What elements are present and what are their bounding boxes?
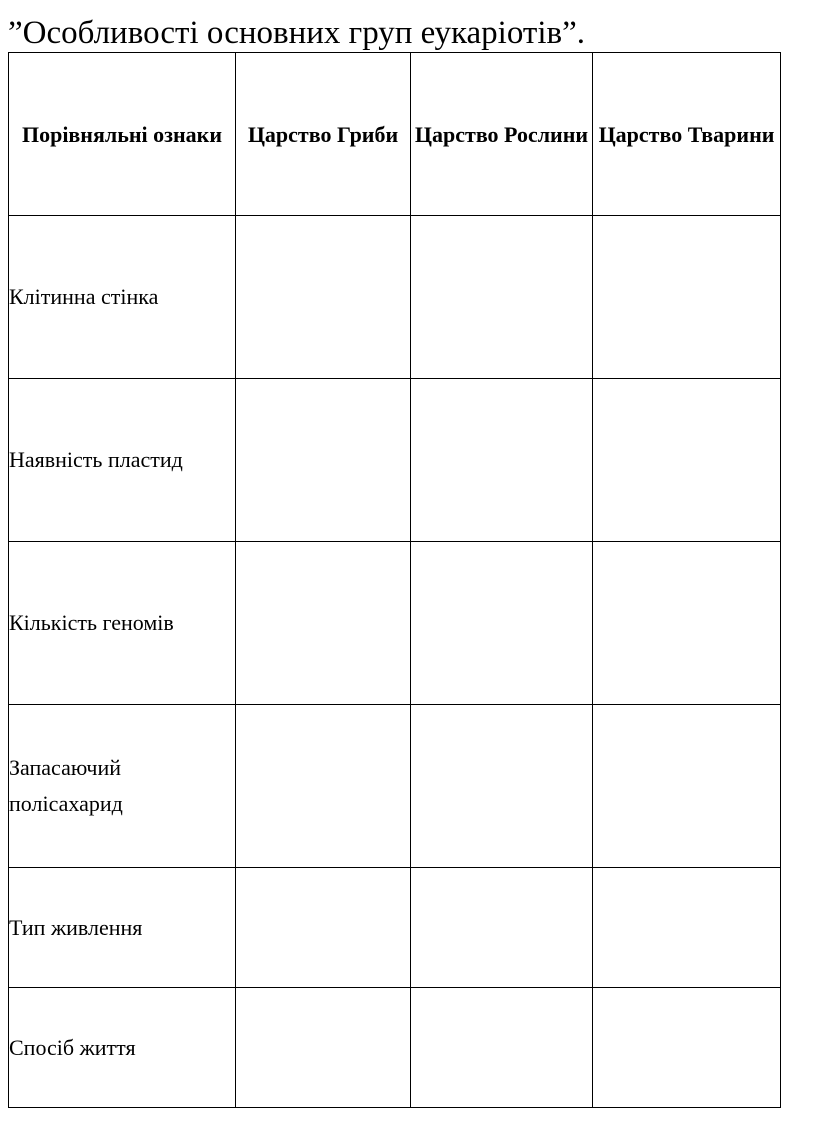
table-row bbox=[9, 988, 781, 1108]
table-cell bbox=[593, 379, 781, 542]
table-cell bbox=[411, 542, 593, 705]
row-label: Запасаючий полісахарид bbox=[9, 705, 236, 868]
table-cell bbox=[593, 542, 781, 705]
table-cell bbox=[593, 868, 781, 988]
row-label: Наявність пластид bbox=[9, 379, 236, 542]
table-cell bbox=[411, 216, 593, 379]
table-cell bbox=[236, 868, 411, 988]
header-cell-features: Порівняльні ознаки bbox=[9, 53, 236, 216]
table-cell bbox=[593, 705, 781, 868]
table-row bbox=[9, 542, 781, 705]
header-cell-animals: Царство Тварини bbox=[593, 53, 781, 216]
row-label: Спосіб життя bbox=[9, 988, 236, 1108]
table-row bbox=[9, 705, 781, 868]
table-cell bbox=[593, 216, 781, 379]
row-label: Тип живлення bbox=[9, 868, 236, 988]
header-cell-plants: Царство Рослини bbox=[411, 53, 593, 216]
table-cell bbox=[236, 988, 411, 1108]
row-label: Клітинна стінка bbox=[9, 216, 236, 379]
comparison-table bbox=[8, 52, 781, 1108]
table-cell bbox=[236, 379, 411, 542]
table-cell bbox=[411, 705, 593, 868]
table-cell bbox=[411, 379, 593, 542]
table-row bbox=[9, 868, 781, 988]
row-label: Кількість геномів bbox=[9, 542, 236, 705]
table-cell bbox=[236, 216, 411, 379]
table-header-row bbox=[9, 53, 781, 216]
table-row bbox=[9, 216, 781, 379]
table-cell bbox=[411, 868, 593, 988]
table-cell bbox=[236, 705, 411, 868]
table-cell bbox=[411, 988, 593, 1108]
page-title: ”Особливості основних груп еукаріотів”. bbox=[8, 15, 585, 51]
title-area bbox=[0, 0, 813, 52]
table-cell bbox=[236, 542, 411, 705]
table-row bbox=[9, 379, 781, 542]
header-cell-fungi: Царство Гриби bbox=[236, 53, 411, 216]
table-cell bbox=[593, 988, 781, 1108]
